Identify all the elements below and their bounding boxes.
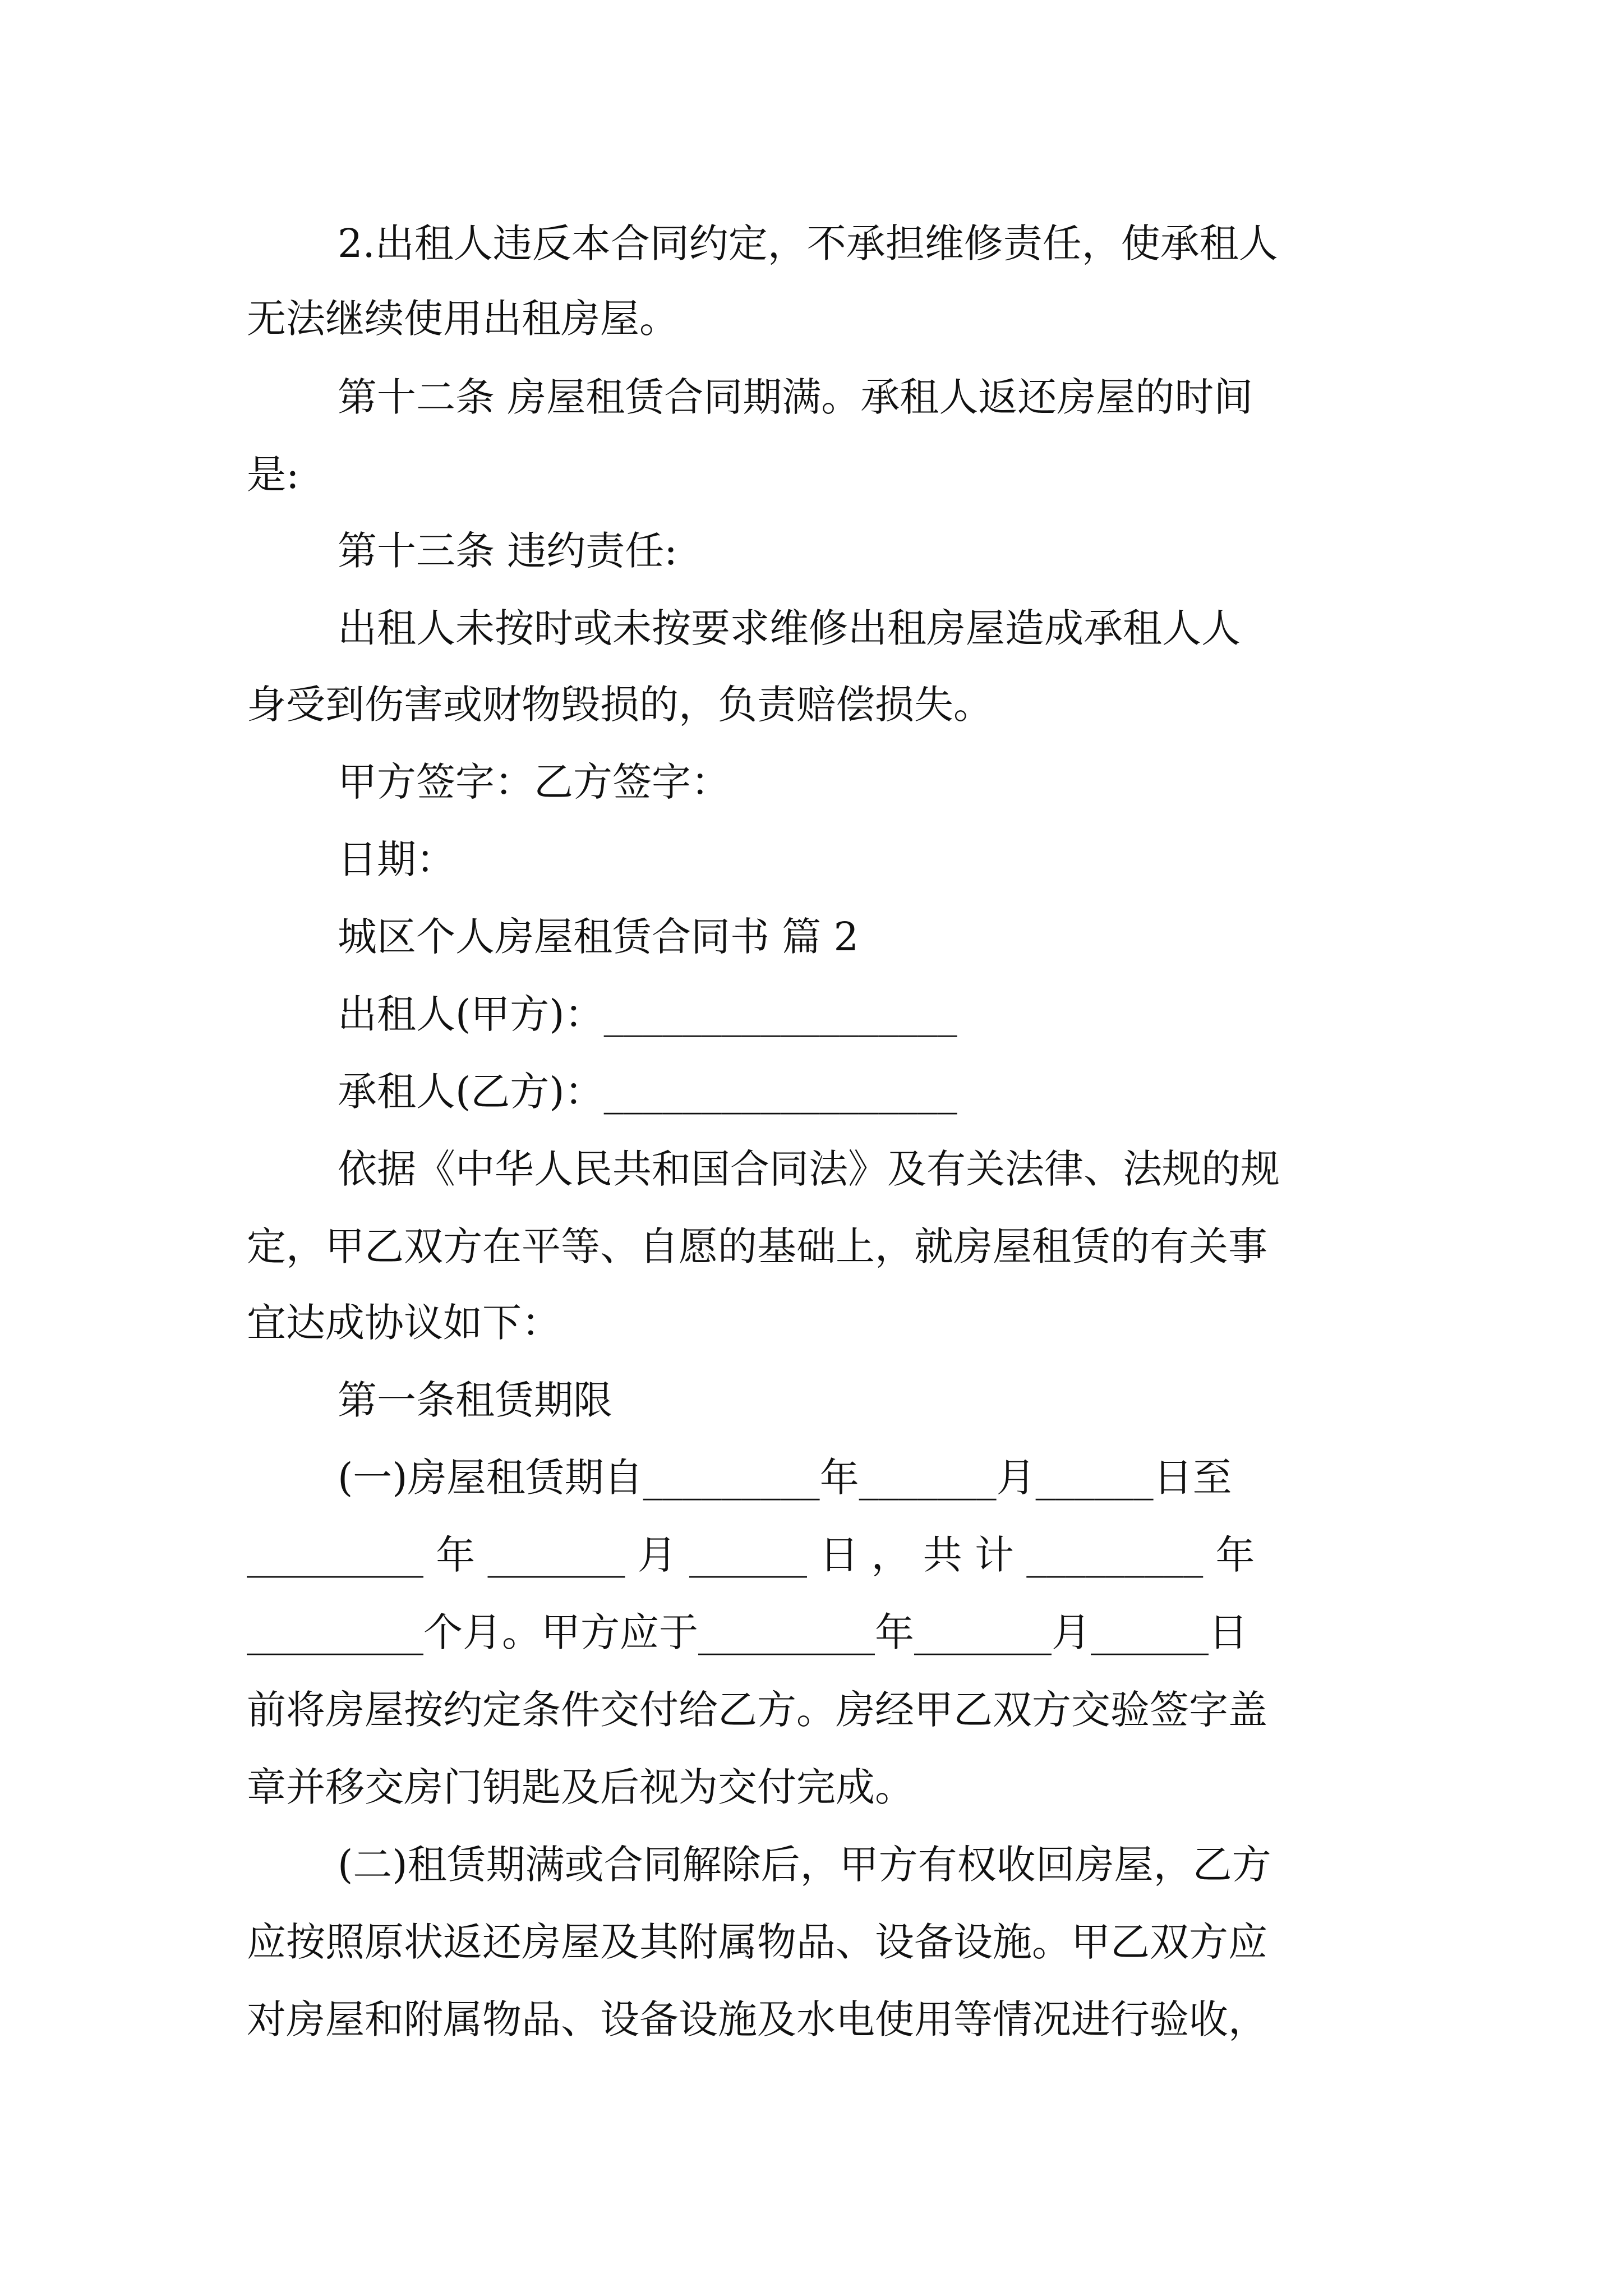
paragraph-line: 出租人未按时或未按要求维修出租房屋造成承租人人 xyxy=(338,605,1241,651)
lessor-field: 出租人(甲方)：__________________ xyxy=(338,991,957,1037)
paragraph-line: 对房屋和附属物品、设备设施及水电使用等情况进行验收， xyxy=(247,1996,1267,2042)
paragraph-line: 是: xyxy=(247,452,299,498)
lessee-field: 承租人(乙方)：__________________ xyxy=(338,1069,957,1115)
paragraph-line: 定，甲乙双方在平等、自愿的基础上，就房屋租赁的有关事 xyxy=(247,1223,1267,1269)
paragraph-line: (二)租赁期满或合同解除后，甲方有权收回房屋，乙方 xyxy=(338,1842,1271,1888)
paragraph-line: 章并移交房门钥匙及后视为交付完成。 xyxy=(247,1764,914,1810)
paragraph-line: 第十三条 违约责任: xyxy=(338,528,677,574)
paragraph-line: 宜达成协议如下： xyxy=(247,1300,561,1346)
paragraph-line: 应按照原状返还房屋及其附属物品、设备设施。甲乙双方应 xyxy=(247,1919,1267,1965)
paragraph-line: 无法继续使用出租房屋。 xyxy=(247,296,679,342)
paragraph-line: 依据《中华人民共和国合同法》及有关法律、法规的规 xyxy=(338,1146,1280,1192)
paragraph-line: 前将房屋按约定条件交付给乙方。房经甲乙双方交验签字盖 xyxy=(247,1687,1267,1733)
paragraph-line: 身受到伤害或财物毁损的，负责赔偿损失。 xyxy=(247,682,993,728)
section-heading: 城区个人房屋租赁合同书 篇 2 xyxy=(338,914,859,960)
paragraph-line: (一)房屋租赁期自_________年_______月______日至 xyxy=(338,1455,1232,1501)
paragraph-line: 日期： xyxy=(338,836,455,882)
paragraph-line: _________ 年 _______ 月 ______ 日 ， 共 计 _________ 年 xyxy=(247,1532,1255,1578)
paragraph-line: 2.出租人违反本合同约定，不承担维修责任，使承租人 xyxy=(338,220,1278,266)
paragraph-line: 第十二条 房屋租赁合同期满。承租人返还房屋的时间 xyxy=(338,374,1253,420)
article-heading: 第一条租赁期限 xyxy=(338,1377,612,1423)
paragraph-line: 甲方签字：乙方签字： xyxy=(338,759,730,805)
paragraph-line: _________个月。甲方应于_________年_______月______日 xyxy=(247,1609,1248,1655)
